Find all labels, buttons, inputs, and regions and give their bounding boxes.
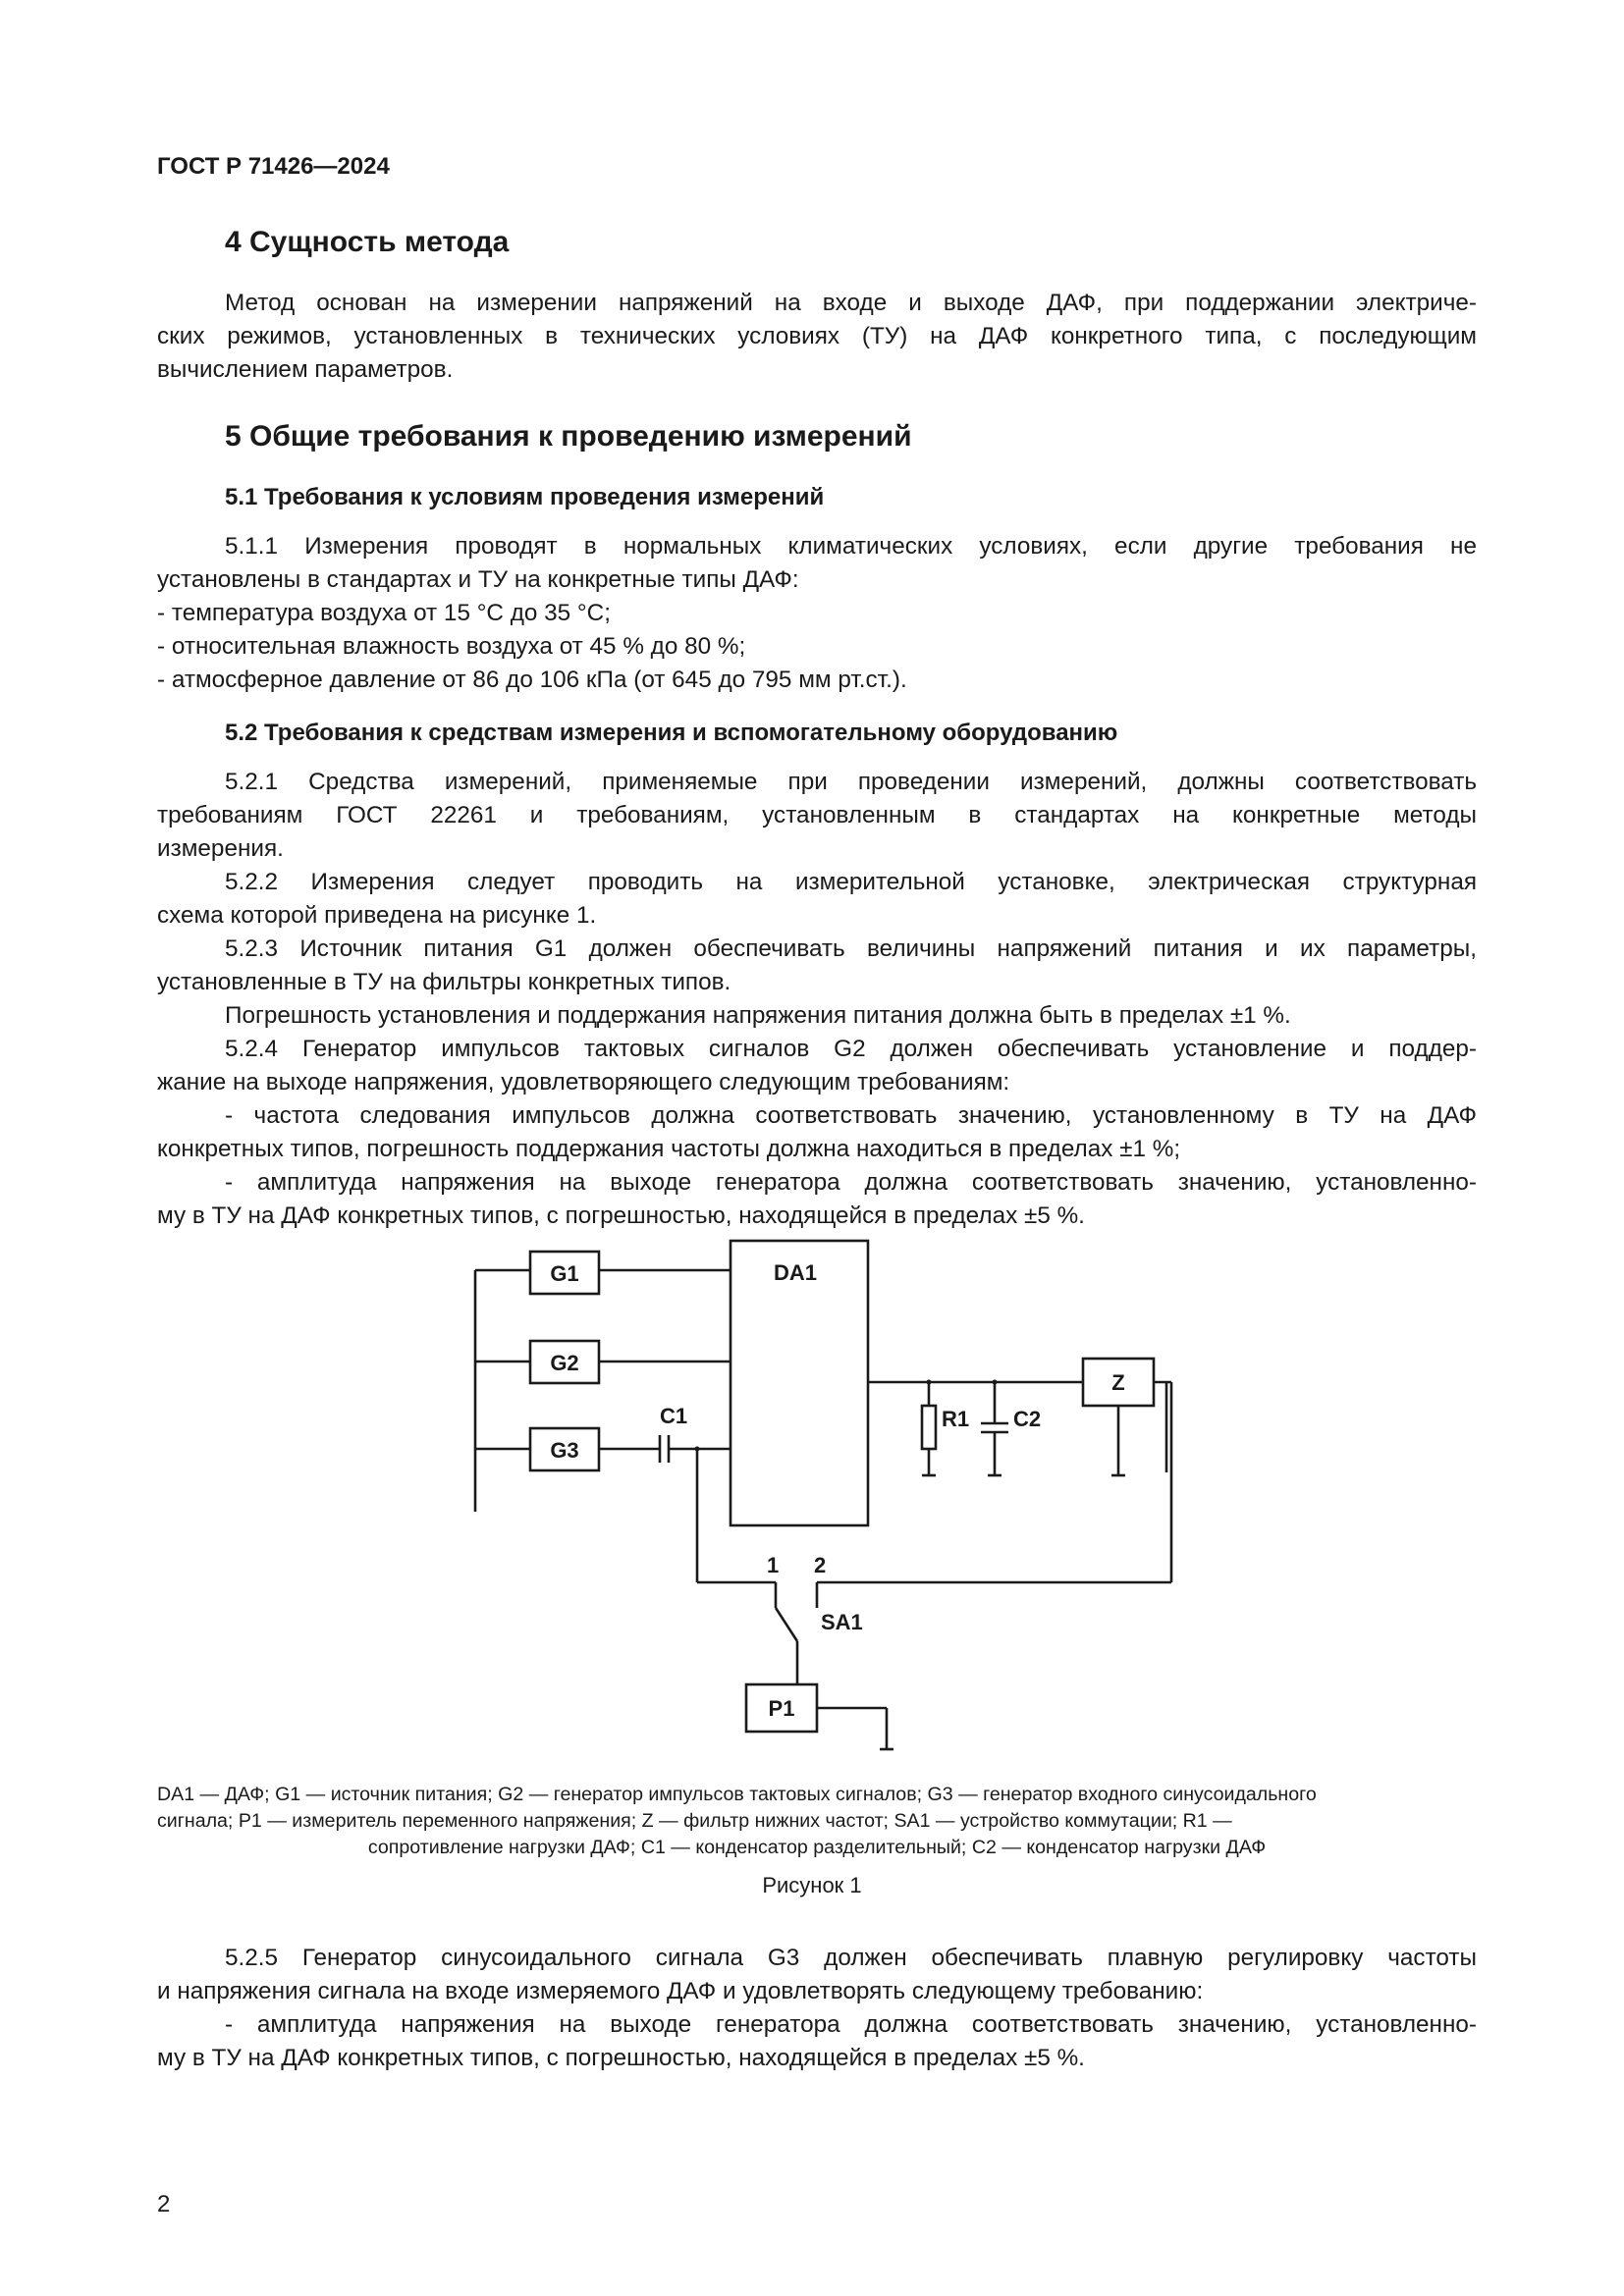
sa1-switch-blade <box>776 1608 797 1641</box>
text-line: схема которой приведена на рисунке 1. <box>157 902 597 929</box>
g2-label: G2 <box>550 1351 579 1375</box>
text-line: и напряжения сигнала на входе измеряемого ДАФ и удовлетворять следующему требованию: <box>157 1978 1204 2004</box>
g1-label: G1 <box>550 1261 579 1286</box>
subsection-5-2-text <box>157 766 1477 1233</box>
document-code-header: ГОСТ Р 71426—2024 <box>157 153 390 180</box>
text-line: му в ТУ на ДАФ конкретных типов, с погрешностью, находящейся в пределах ±5 %. <box>157 2045 1085 2071</box>
c2-label: C2 <box>1013 1407 1042 1431</box>
text-line: ских режимов, установленных в технических условиях (ТУ) на ДАФ конкретного типа, с последующим <box>157 323 1477 349</box>
text-line: 5.2.5 Генератор синусоидального сигнала G3 должен обеспечивать плавную регулировку частоты <box>225 1945 1477 1971</box>
g3-label: G3 <box>550 1438 579 1463</box>
text-line: Погрешность установления и поддержания напряжения питания должна быть в пределах ±1 %. <box>225 1002 1291 1029</box>
figure-title: Рисунок 1 <box>762 1873 862 1897</box>
text-line: жание на выходе напряжения, удовлетворяющего следующим требованиям: <box>157 1069 1010 1095</box>
text-line: установлены в стандартах и ТУ на конкретные типы ДАФ: <box>157 566 799 593</box>
text-line: конкретных типов, погрешность поддержания частоты должна находиться в пределах ±1 %; <box>157 1136 1181 1162</box>
figure-legend <box>157 1782 1477 1861</box>
text-line: 5.2.2 Измерения следует проводить на измерительной установке, электрическая структурная <box>225 869 1477 895</box>
switch-contact-2-label: 2 <box>814 1553 827 1577</box>
text-line: 5.2.1 Средства измерений, применяемые при проведении измерений, должны соответствовать <box>225 769 1477 795</box>
switch-contact-1-label: 1 <box>767 1553 780 1577</box>
section-4-paragraph <box>157 287 1477 387</box>
subsection-5-1-text <box>157 530 1477 697</box>
subsection-5-2-heading: 5.2 Требования к средствам измерения и вспомогательному оборудованию <box>225 720 1118 746</box>
circuit-diagram <box>461 1232 1208 1762</box>
r1-label: R1 <box>942 1407 970 1431</box>
list-item: - температура воздуха от 15 °С до 35 °С; <box>157 600 611 626</box>
text-line: му в ТУ на ДАФ конкретных типов, с погрешностью, находящейся в пределах ±5 %. <box>157 1202 1085 1229</box>
section-5-heading: 5 Общие требования к проведению измерений <box>225 420 912 453</box>
r1-resistor <box>922 1406 936 1449</box>
text-line: 5.2.4 Генератор импульсов тактовых сигналов G2 должен обеспечивать установление и поддер- <box>225 1036 1477 1062</box>
page-number: 2 <box>157 2191 171 2217</box>
list-item: - амплитуда напряжения на выходе генератора должна соответствовать значению, установленно- <box>225 2011 1477 2038</box>
c1-label: C1 <box>660 1404 688 1428</box>
text-line: Метод основан на измерении напряжений на входе и выходе ДАФ, при поддержании электриче- <box>225 290 1477 316</box>
list-item: - атмосферное давление от 86 до 106 кПа (от 645 до 795 мм рт.ст.). <box>157 667 907 693</box>
sa1-label: SA1 <box>821 1610 863 1634</box>
z-label: Z <box>1111 1370 1125 1395</box>
text-line: требованиям ГОСТ 22261 и требованиям, установленным в стандартах на конкретные методы <box>157 802 1477 828</box>
text-line: вычислением параметров. <box>157 356 454 383</box>
paragraph-5-2-5 <box>157 1942 1477 2075</box>
section-4-heading: 4 Сущность метода <box>225 226 510 258</box>
text-line: 5.2.3 Источник питания G1 должен обеспечивать величины напряжений питания и их параметры, <box>225 935 1477 962</box>
p1-label: P1 <box>768 1696 795 1721</box>
legend-line: DA1 — ДАФ; G1 — источник питания; G2 — генератор импульсов тактовых сигналов; G3 — генератор входного синусоидального <box>157 1784 1317 1805</box>
subsection-5-1-heading: 5.1 Требования к условиям проведения измерений <box>225 484 825 510</box>
text-line: 5.1.1 Измерения проводят в нормальных климатических условиях, если другие требования не <box>225 533 1477 560</box>
text-line: установленные в ТУ на фильтры конкретных типов. <box>157 969 731 995</box>
text-line: измерения. <box>157 835 284 862</box>
list-item: - амплитуда напряжения на выходе генератора должна соответствовать значению, установленно- <box>225 1169 1477 1196</box>
legend-line: сопротивление нагрузки ДАФ; С1 — конденсатор разделительный; С2 — конденсатор нагрузки ДАФ <box>367 1837 1267 1858</box>
da1-label: DA1 <box>774 1260 818 1285</box>
legend-line: сигнала; P1 — измеритель переменного напряжения; Z — фильтр нижних частот; SA1 — устройство коммутации; R1 — <box>157 1810 1232 1832</box>
list-item: - относительная влажность воздуха от 45 % до 80 %; <box>157 633 746 660</box>
list-item: - частота следования импульсов должна соответствовать значению, установленному в ТУ на ДАФ <box>225 1102 1477 1129</box>
